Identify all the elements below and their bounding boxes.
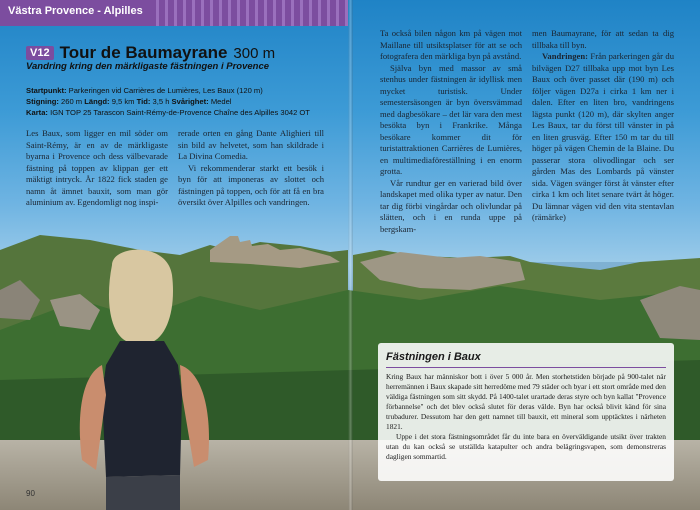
route-badge: V12 [26, 46, 54, 60]
info-box-text [386, 372, 666, 462]
section-title: Västra Provence - Alpilles [8, 5, 143, 17]
body-column-3 [380, 28, 522, 235]
body-column-1 [26, 128, 168, 209]
fact-map: Karta: IGN TOP 25 Tarascon Saint-Rémy-de-Provence Chaîne des Alpilles 3042 OT [26, 108, 310, 117]
paragraph: Själva byn med massor av små stenhus under fästningen är idyllisk men mycket turistisk. Under semestersäsongen är byn översvämmad med dagbesökare – det lär vara den mest besökta byn i Frankrike. Många besökare kommer dit för turistattraktionen Carrières de Lumières, en multimediaföreställning i en enorm grotta. [380, 62, 522, 176]
book-gutter [348, 0, 353, 510]
paragraph: men Baumayrane, för att sedan ta dig tillbaka till byn. [532, 28, 674, 50]
paragraph: Vår rundtur ger en varierad bild över landskapet med olika typer av natur. Den tar dig förbi vingårdar och olivlundar på slätten, och i en runda uppe på bergskam- [380, 177, 522, 234]
info-box-rule [386, 367, 666, 368]
paragraph [532, 51, 674, 224]
fact-start: Startpunkt: Parkeringen vid Carrières de Lumières, Les Baux (120 m) [26, 86, 263, 95]
route-title-row [26, 43, 275, 63]
paragraph: Vi rekommenderar starkt ett besök i byn för att imponeras av slottet och fästningen på toppen, och för att få en bra översikt över Alpilles och vandringen. [178, 162, 324, 207]
info-box [378, 343, 674, 481]
route-title: Tour de Baumayrane [59, 43, 228, 62]
paragraph: Uppe i det stora fästningsområdet får du inte bara en överväldigande utsikt över trakten utan du kan också se utställda katapulter och andra belägringsvapen, som demonstreras dagligen sommartid. [386, 432, 666, 461]
walk-text: Från parkeringen går du bilvägen D27 tillbaka upp mot byn Les Baux och över passet där (190 m) och följer vägen D27a i cirka 1 km ner i dalen. Efter en liten bro, vandringens lägsta punkt (120 m), där skylten anger Les Baux, tar du först till vänster in på en liten grusväg. Efter 150 m tar du till höger på vägen Chemin de la Blaine. Du passerar stora olivodlingar och ser gården Mas des Lombards på vänster sida. Vägen svänger först åt vänster efter cirka 1 km och litet senare tvärt åt höger. Du lämnar vägen vid den vita stentavlan (rämärke) [532, 51, 674, 222]
route-facts [26, 85, 346, 118]
route-distance: 300 m [233, 44, 276, 62]
walk-label: Vandringen: [542, 51, 589, 61]
section-header [0, 0, 348, 26]
fact-stats: Stigning: 260 m Längd: 9,5 km Tid: 3,5 h Svårighet: Medel [26, 97, 232, 106]
paragraph: rerade orten en gång Dante Alighieri till sin bild av helvetet, som han skildrade i La Divina Comedia. [178, 128, 324, 161]
body-column-4 [532, 28, 674, 224]
page-number: 90 [26, 489, 35, 498]
header-stripes [150, 0, 348, 26]
paragraph: Kring Baux har människor bott i över 5 000 år. Men storhetstiden började på 900-talet när herremännen i Baux skapade sitt herredöme med 79 städer och byar i ett stort område med den väldiga fästningen som sitt skydd. På 1400-talet urartade deras styre och byn kallat "Provence förbannelse" och det blev också slutet för deras välde. Byn har också blivit känd för sina trubadurer. Dessutom har den gett namnet till bauxit, ett mineral som upptäcktes i närheten 1821. [386, 372, 666, 431]
body-column-2 [178, 128, 324, 209]
paragraph: Ta också bilen någon km på vägen mot Maillane till utsiktsplatser för att se och fotografera den märkliga byn på avstånd. [380, 28, 522, 61]
info-box-title: Fästningen i Baux [386, 351, 481, 363]
paragraph: Les Baux, som ligger en mil söder om Saint-Rémy, är en av de märkligaste byarna i Provence och dess välbevarade fästning på toppen av klippan ger ett mäktigt intryck. År 1822 fick staden ge namn åt ämnet bauxit, som man gör aluminium av. Egendomligt nog inspi- [26, 128, 168, 207]
hiker-figure [72, 245, 242, 510]
route-subtitle: Vandring kring den märkligaste fästningen i Provence [26, 61, 270, 72]
